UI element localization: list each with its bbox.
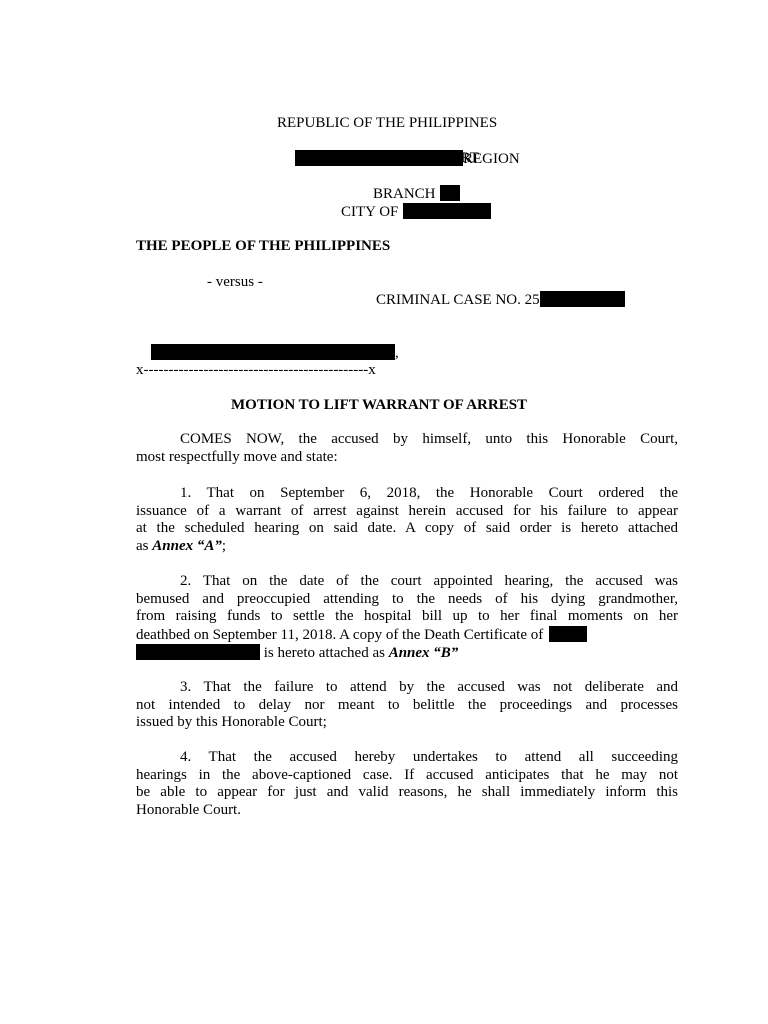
- p1-line-2: issuance of a warrant of arrest against herein accused for his failure to appear: [136, 502, 678, 519]
- p1-line-1: 1. That on September 6, 2018, the Honorable Court ordered the: [180, 485, 678, 501]
- intro-line-2: most respectfully move and state:: [136, 448, 338, 465]
- p2-line-1: 2. That on the date of the court appointed hearing, the accused was: [180, 573, 678, 589]
- p1-line-3: at the scheduled hearing on said date. A copy of said order is hereto attached: [136, 520, 678, 537]
- versus-label: - versus -: [207, 274, 263, 290]
- redaction-city: [403, 203, 491, 219]
- p4-line-4: Honorable Court.: [136, 801, 241, 818]
- redaction-grandmother-name: [136, 644, 260, 660]
- caption-court: REGIONAL TRIAL COURT: [302, 150, 479, 166]
- accused-label: Accused.: [316, 345, 372, 361]
- p2-line-4: [136, 626, 678, 645]
- intro-line-1: COMES NOW, the accused by himself, unto this Honorable Court,: [180, 431, 678, 447]
- p2-line-4-text: deathbed on September 11, 2018. A copy of the Death Certificate of: [136, 626, 544, 643]
- plaintiff-name: THE PEOPLE OF THE PHILIPPINES: [136, 238, 391, 254]
- paragraph-3: [136, 679, 678, 732]
- accused-comma: ,: [395, 345, 399, 361]
- case-number-prefix: CRIMINAL CASE NO. 25: [376, 292, 540, 308]
- caption-divider: x---------------------------------------------x: [136, 362, 376, 378]
- p1-as: as: [136, 537, 153, 554]
- caption-city-prefix: CITY OF: [341, 204, 399, 220]
- motion-title: MOTION TO LIFT WARRANT OF ARREST: [231, 397, 528, 413]
- intro-paragraph: [136, 431, 678, 466]
- p2-line-2: bemused and preoccupied attending to the needs of his dying grandmother,: [136, 590, 678, 607]
- caption-branch-prefix: BRANCH: [373, 186, 436, 202]
- p3-line-3: issued by this Honorable Court;: [136, 714, 327, 731]
- p4-line-3: be able to appear for just and valid reasons, he shall immediately inform this: [136, 784, 678, 801]
- paragraph-2: [136, 573, 678, 663]
- p1-line-4: [136, 538, 678, 556]
- p3-line-2: not intended to delay nor meant to belittle the proceedings and processes: [136, 696, 678, 713]
- redaction-case-number: [540, 291, 625, 307]
- p2-line-5-text: is hereto attached as: [260, 645, 389, 662]
- caption-region-suffix: REGION: [463, 151, 520, 167]
- caption-city-line: [326, 185, 491, 239]
- p2-line-5: [136, 644, 678, 663]
- annex-a: Annex “A”: [152, 537, 222, 554]
- p3-line-1: 3. That the failure to attend by the accused was not deliberate and: [180, 679, 678, 695]
- p1-semicolon: ;: [221, 537, 227, 554]
- paragraph-4: [136, 749, 678, 819]
- p4-line-1: 4. That the accused hereby undertakes to attend all succeeding: [180, 749, 678, 765]
- paragraph-1: [136, 485, 678, 555]
- case-number-line: [361, 273, 625, 327]
- redaction-grandmother-first: [549, 626, 587, 642]
- caption-republic: REPUBLIC OF THE PHILIPPINES: [277, 115, 498, 131]
- p4-line-2: hearings in the above-captioned case. If accused anticipates that he may not: [136, 766, 678, 783]
- annex-b: Annex “B”: [388, 645, 459, 662]
- p2-line-3: from raising funds to settle the hospital bill up to her final moments on her: [136, 608, 678, 625]
